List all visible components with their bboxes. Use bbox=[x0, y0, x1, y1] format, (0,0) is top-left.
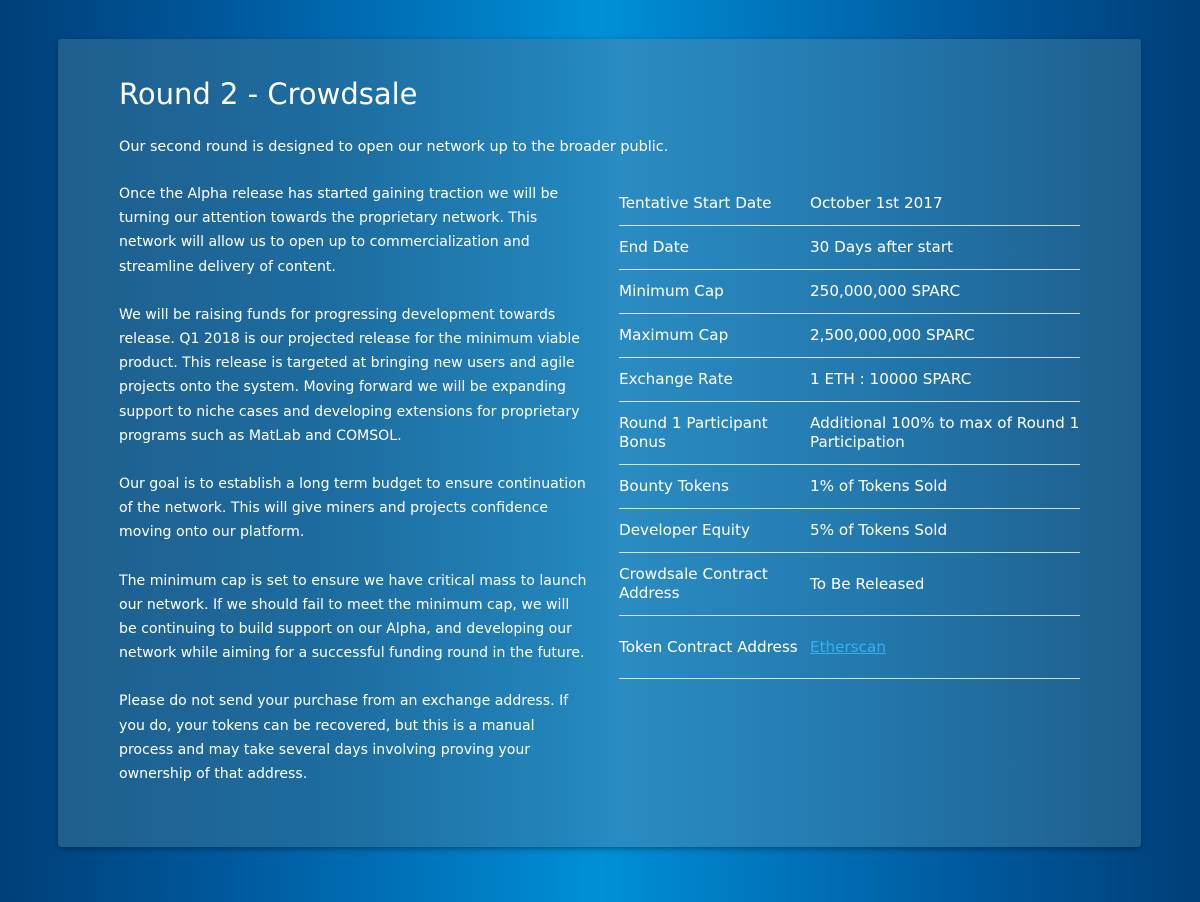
detail-label: Developer Equity bbox=[619, 509, 810, 553]
paragraph-goal: Our goal is to establish a long term budget to ensure continuation of the network. This will give miners and projects confidence moving onto our platform. bbox=[119, 476, 586, 541]
detail-label: Minimum Cap bbox=[619, 270, 810, 314]
intro-text: Our second round is designed to open our network up to the broader public. bbox=[119, 139, 669, 155]
detail-value: 1 ETH : 10000 SPARC bbox=[810, 358, 1080, 402]
detail-row-minimum-cap bbox=[619, 270, 1080, 314]
detail-label: Bounty Tokens bbox=[619, 465, 810, 509]
detail-label: Exchange Rate bbox=[619, 358, 810, 402]
detail-label: End Date bbox=[619, 226, 810, 270]
detail-value: 1% of Tokens Sold bbox=[810, 465, 1080, 509]
detail-value: October 1st 2017 bbox=[810, 182, 1080, 226]
detail-value: 2,500,000,000 SPARC bbox=[810, 314, 1080, 358]
paragraph-raising-funds: We will be raising funds for progressing development towards release. Q1 2018 is our projected release for the minimum viable product. This release is targeted at bringing new users and agile projects onto the system. Moving forward we will be expanding support to niche cases and developing extensions for proprietary programs such as MatLab and COMSOL. bbox=[119, 306, 580, 444]
detail-row-token-contract bbox=[619, 616, 1080, 679]
detail-row-maximum-cap bbox=[619, 314, 1080, 358]
detail-row-end-date bbox=[619, 226, 1080, 270]
detail-label: Tentative Start Date bbox=[619, 182, 810, 226]
detail-value-cell bbox=[810, 616, 1080, 679]
detail-value: To Be Released bbox=[810, 553, 1080, 616]
paragraph-exchange-warning: Please do not send your purchase from an exchange address. If you do, your tokens can be recovered, but this is a manual process and may take several days involving proving your ownership of that address. bbox=[119, 693, 569, 783]
detail-row-start-date bbox=[619, 182, 1080, 226]
crowdsale-panel bbox=[58, 39, 1141, 847]
description-column bbox=[119, 182, 589, 810]
detail-value: 5% of Tokens Sold bbox=[810, 509, 1080, 553]
detail-label: Round 1 Participant Bonus bbox=[619, 402, 810, 465]
page-title: Round 2 - Crowdsale bbox=[119, 77, 418, 111]
detail-value: 250,000,000 SPARC bbox=[810, 270, 1080, 314]
paragraph-alpha-release: Once the Alpha release has started gaining traction we will be turning our attention towards the proprietary network. This network will allow us to open up to commercialization and streamline delivery of content. bbox=[119, 186, 559, 275]
detail-label: Crowdsale Contract Address bbox=[619, 553, 810, 616]
detail-value: 30 Days after start bbox=[810, 226, 1080, 270]
detail-label: Maximum Cap bbox=[619, 314, 810, 358]
paragraph-minimum-cap: The minimum cap is set to ensure we have critical mass to launch our network. If we should fail to meet the minimum cap, we will be continuing to build support on our Alpha, and developing our network while aiming for a successful funding round in the future. bbox=[119, 572, 587, 662]
etherscan-link[interactable]: Etherscan bbox=[810, 637, 886, 656]
detail-row-crowdsale-contract bbox=[619, 553, 1080, 616]
detail-value: Additional 100% to max of Round 1 Participation bbox=[810, 402, 1080, 465]
detail-label: Token Contract Address bbox=[619, 616, 810, 679]
crowdsale-details-table bbox=[619, 182, 1080, 679]
detail-row-developer-equity bbox=[619, 509, 1080, 553]
detail-row-participant-bonus bbox=[619, 402, 1080, 465]
detail-row-bounty-tokens bbox=[619, 465, 1080, 509]
detail-row-exchange-rate bbox=[619, 358, 1080, 402]
